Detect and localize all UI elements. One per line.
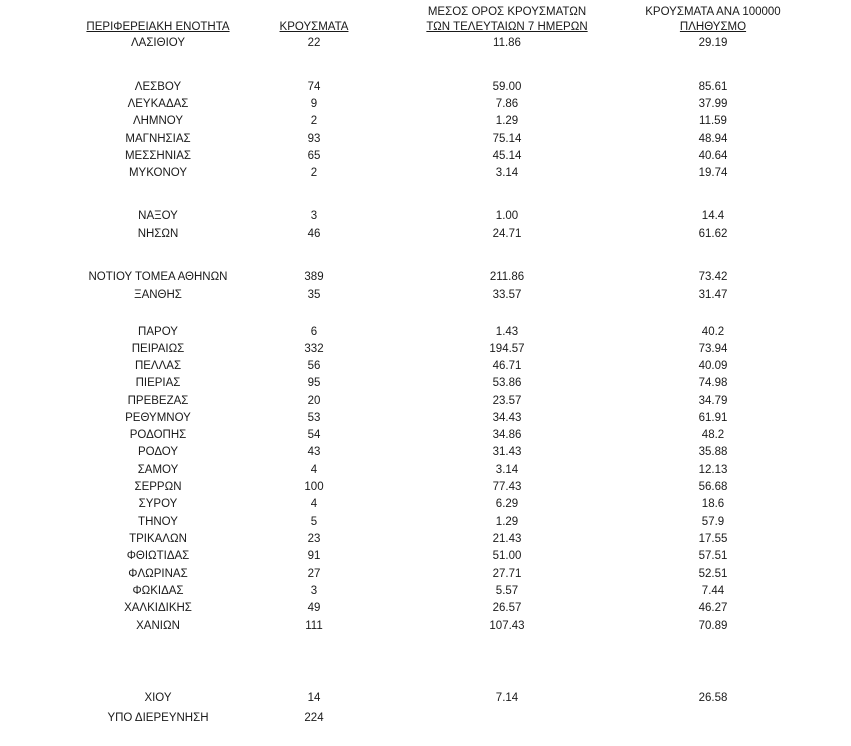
rate-cell: 17.55 (698, 533, 728, 545)
rate-cell: 73.42 (698, 271, 728, 283)
table-row (0, 497, 851, 512)
rate-cell: 34.79 (698, 395, 728, 407)
rate-cell: 29.19 (698, 37, 728, 49)
cases-cell: 46 (307, 228, 321, 240)
avg-cell: 59.00 (492, 81, 522, 93)
avg-cell: 31.43 (492, 446, 522, 458)
table-row (0, 209, 851, 224)
avg-cell: 6.29 (495, 498, 519, 510)
table-row (0, 691, 851, 706)
table-row (0, 711, 851, 726)
avg-cell: 27.71 (492, 568, 522, 580)
avg-cell: 34.43 (492, 412, 522, 424)
region-cell: ΜΕΣΣΗΝΙΑΣ (124, 150, 192, 162)
avg-cell: 21.43 (492, 533, 522, 545)
rate-cell: 40.2 (701, 326, 725, 338)
cases-cell: 2 (310, 115, 318, 127)
rate-cell: 46.27 (698, 602, 728, 614)
cases-cell: 4 (310, 464, 318, 476)
region-cell: ΠΡΕΒΕΖΑΣ (127, 395, 189, 407)
table-row (0, 428, 851, 443)
rate-cell: 85.61 (698, 81, 728, 93)
avg-cell: 211.86 (489, 271, 525, 283)
region-cell: ΦΛΩΡΙΝΑΣ (128, 568, 188, 580)
region-cell: ΜΥΚΟΝΟΥ (128, 167, 188, 179)
rate-cell: 26.58 (698, 692, 728, 704)
region-cell: ΠΕΛΛΑΣ (134, 360, 182, 372)
cases-cell: 2 (310, 167, 318, 179)
rate-cell: 31.47 (698, 289, 728, 301)
avg-cell: 1.43 (495, 326, 519, 338)
avg-cell: 3.14 (495, 464, 519, 476)
cases-cell: 95 (307, 377, 321, 389)
region-cell: ΣΕΡΡΩΝ (134, 481, 182, 493)
table-row (0, 149, 851, 164)
rate-cell: 12.13 (698, 464, 728, 476)
avg-cell: 46.71 (492, 360, 522, 372)
rate-cell: 57.9 (701, 516, 725, 528)
avg-cell: 11.86 (493, 37, 521, 49)
avg-cell: 33.57 (492, 289, 522, 301)
region-cell: ΠΑΡΟΥ (138, 326, 178, 338)
rate-cell: 14.4 (701, 210, 725, 222)
avg-cell: 1.00 (495, 210, 519, 222)
rate-cell: 18.6 (701, 498, 725, 510)
rate-cell: 40.09 (698, 360, 728, 372)
header-avg-line1: ΜΕΣΟΣ ΟΡΟΣ ΚΡΟΥΣΜΑΤΩΝ (427, 6, 587, 18)
cases-cell: 6 (310, 326, 318, 338)
table-row (0, 80, 851, 95)
rate-cell: 70.89 (698, 620, 728, 632)
table-row (0, 532, 851, 547)
cases-cell: 49 (307, 602, 321, 614)
table-row (0, 463, 851, 478)
avg-cell: 107.43 (489, 620, 525, 632)
rate-cell: 19.74 (698, 167, 728, 179)
region-cell: ΡΕΘΥΜΝΟΥ (125, 412, 191, 424)
rate-cell: 7.44 (701, 585, 725, 597)
table-row (0, 227, 851, 242)
cases-cell: 35 (307, 289, 321, 301)
region-cell: ΣΑΜΟΥ (137, 464, 179, 476)
header-cases: ΚΡΟΥΣΜΑΤΑ (279, 21, 349, 33)
cases-cell: 54 (307, 429, 321, 441)
rate-cell: 73.94 (698, 343, 728, 355)
region-cell: ΠΙΕΡΙΑΣ (135, 377, 181, 389)
cases-cell: 4 (310, 498, 318, 510)
avg-cell: 7.86 (495, 98, 519, 110)
table-row (0, 325, 851, 340)
table-row (0, 480, 851, 495)
region-cell: ΦΩΚΙΔΑΣ (132, 585, 184, 597)
table-row (0, 584, 851, 599)
table-row (0, 342, 851, 357)
rate-cell: 56.68 (698, 481, 728, 493)
avg-cell: 53.86 (492, 377, 522, 389)
cases-cell: 56 (307, 360, 321, 372)
table-row (0, 567, 851, 582)
region-cell: ΝΗΣΩΝ (137, 228, 179, 240)
table-row (0, 114, 851, 129)
table-row (0, 97, 851, 112)
region-cell: ΜΑΓΝΗΣΙΑΣ (125, 133, 191, 145)
avg-cell: 75.14 (492, 133, 522, 145)
rate-cell: 48.2 (701, 429, 725, 441)
rate-cell: 57.51 (698, 550, 728, 562)
cases-cell: 23 (307, 533, 321, 545)
region-cell: ΛΕΥΚΑΔΑΣ (127, 98, 189, 110)
cases-cell: 93 (307, 133, 321, 145)
header-rate-line2: ΠΛΗΘΥΣΜΟ (679, 21, 747, 33)
region-cell: ΡΟΔΟΥ (137, 446, 179, 458)
cases-cell: 74 (307, 81, 321, 93)
avg-cell: 194.57 (489, 343, 525, 355)
table-row (0, 549, 851, 564)
avg-cell: 1.29 (495, 516, 519, 528)
cases-cell: 22 (307, 37, 321, 49)
table-row (0, 36, 851, 51)
region-cell: ΤΗΝΟΥ (138, 516, 178, 528)
table-row (0, 394, 851, 409)
region-cell: ΡΟΔΟΠΗΣ (129, 429, 187, 441)
cases-cell: 53 (307, 412, 321, 424)
avg-cell: 45.14 (492, 150, 522, 162)
cases-cell: 43 (307, 446, 321, 458)
header-region: ΠΕΡΙΦΕΡΕΙΑΚΗ ΕΝΟΤΗΤΑ (86, 21, 230, 33)
region-cell: ΠΕΙΡΑΙΩΣ (131, 343, 185, 355)
cases-cell: 224 (304, 712, 324, 724)
cases-cell: 91 (307, 550, 321, 562)
rate-cell: 74.98 (698, 377, 728, 389)
region-cell: ΤΡΙΚΑΛΩΝ (129, 533, 187, 545)
table-row (0, 288, 851, 303)
avg-cell: 26.57 (492, 602, 522, 614)
cases-cell: 3 (310, 210, 318, 222)
rate-cell: 40.64 (698, 150, 728, 162)
table-row (0, 445, 851, 460)
rate-cell: 11.59 (699, 115, 727, 127)
region-cell: ΝΟΤΙΟΥ ΤΟΜΕΑ ΑΘΗΝΩΝ (88, 271, 228, 283)
rate-cell: 48.94 (698, 133, 728, 145)
table-row (0, 270, 851, 285)
avg-cell: 1.29 (495, 115, 519, 127)
table-row (0, 166, 851, 181)
cases-cell: 111 (305, 620, 323, 632)
table-row (0, 132, 851, 147)
cases-cell: 14 (307, 692, 321, 704)
rate-cell: 61.91 (698, 412, 728, 424)
region-cell: ΛΗΜΝΟΥ (132, 115, 184, 127)
region-cell: ΧΑΛΚΙΔΙΚΗΣ (124, 602, 192, 614)
avg-cell: 51.00 (492, 550, 522, 562)
region-cell: ΥΠΟ ΔΙΕΡΕΥΝΗΣΗ (107, 712, 209, 724)
header-rate-line1: ΚΡΟΥΣΜΑΤΑ ΑΝΑ 100000 (645, 6, 781, 18)
cases-cell: 3 (310, 585, 318, 597)
rate-cell: 37.99 (698, 98, 728, 110)
region-cell: ΞΑΝΘΗΣ (134, 289, 182, 301)
rate-cell: 52.51 (698, 568, 728, 580)
rate-cell: 61.62 (698, 228, 728, 240)
cases-cell: 9 (310, 98, 318, 110)
table-row (0, 515, 851, 530)
avg-cell: 24.71 (492, 228, 522, 240)
cases-cell: 5 (310, 516, 318, 528)
table-row (0, 359, 851, 374)
cases-cell: 100 (304, 481, 324, 493)
avg-cell: 23.57 (492, 395, 522, 407)
cases-cell: 65 (307, 150, 321, 162)
region-cell: ΛΑΣΙΘΙΟΥ (130, 37, 186, 49)
cases-cell: 27 (307, 568, 321, 580)
region-cell: ΣΥΡΟΥ (138, 498, 178, 510)
avg-cell: 5.57 (495, 585, 519, 597)
avg-cell: 34.86 (492, 429, 522, 441)
region-cell: ΝΑΞΟΥ (138, 210, 178, 222)
region-cell: ΛΕΣΒΟΥ (134, 81, 182, 93)
table-row (0, 619, 851, 634)
avg-cell: 3.14 (495, 167, 519, 179)
cases-cell: 20 (307, 395, 321, 407)
avg-cell: 7.14 (495, 692, 519, 704)
region-cell: ΦΘΙΩΤΙΔΑΣ (126, 550, 190, 562)
cases-cell: 389 (304, 271, 324, 283)
table-row (0, 411, 851, 426)
region-cell: ΧΙΟΥ (144, 692, 172, 704)
rate-cell: 35.88 (698, 446, 728, 458)
table-row (0, 601, 851, 616)
header-avg-line2: ΤΩΝ ΤΕΛΕΥΤΑΙΩΝ 7 ΗΜΕΡΩΝ (426, 21, 588, 33)
table-row (0, 376, 851, 391)
avg-cell: 77.43 (492, 481, 522, 493)
region-cell: ΧΑΝΙΩΝ (136, 620, 180, 632)
cases-cell: 332 (304, 343, 324, 355)
